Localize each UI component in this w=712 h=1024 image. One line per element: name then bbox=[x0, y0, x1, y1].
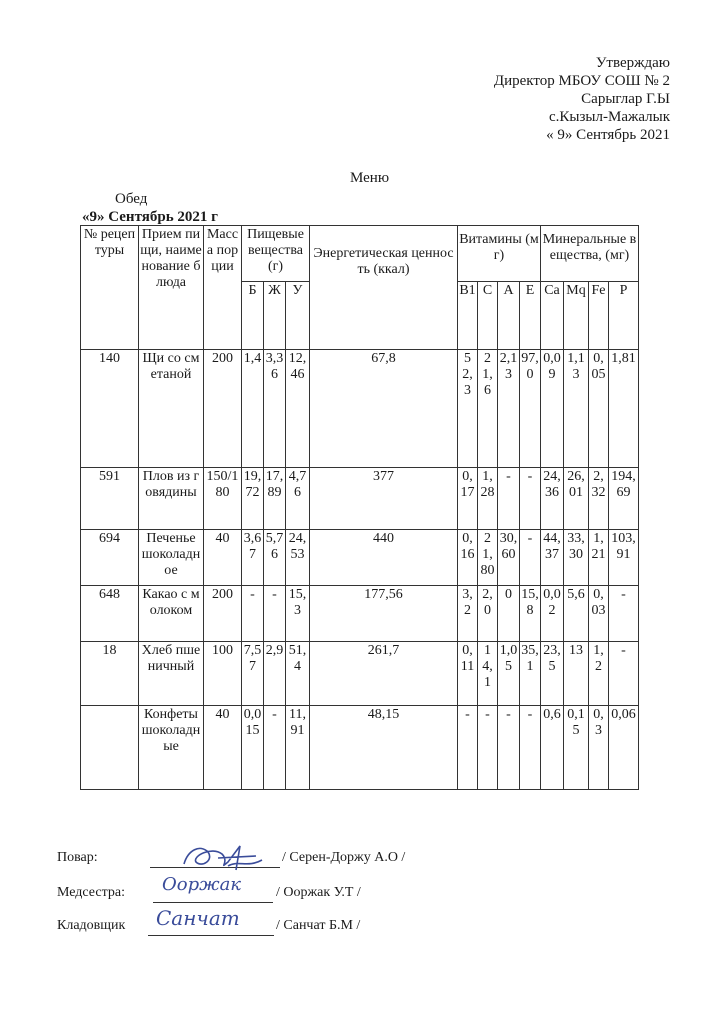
cell-zh: 2,9 bbox=[264, 642, 286, 706]
cell-recipe: 18 bbox=[81, 642, 139, 706]
storekeeper-name: / Санчат Б.М / bbox=[276, 918, 361, 933]
table-row bbox=[81, 350, 639, 468]
cell-mass: 200 bbox=[204, 586, 242, 642]
cell-c: 2,0 bbox=[478, 586, 498, 642]
cell-dish: Конфеты шоколадные bbox=[139, 706, 204, 790]
cell-ca: 0,6 bbox=[541, 706, 564, 790]
cell-u: 15,3 bbox=[286, 586, 310, 642]
header-mass: Масса порции bbox=[204, 226, 242, 350]
cell-e: - bbox=[520, 468, 541, 530]
header-p: Р bbox=[609, 282, 639, 350]
cell-zh: - bbox=[264, 586, 286, 642]
cell-dish: Плов из говядины bbox=[139, 468, 204, 530]
cell-u: 51,4 bbox=[286, 642, 310, 706]
cell-ca: 23,5 bbox=[541, 642, 564, 706]
header-zh: Ж bbox=[264, 282, 286, 350]
cell-energy: 377 bbox=[310, 468, 458, 530]
cell-b1: 0,16 bbox=[458, 530, 478, 586]
table-row bbox=[81, 530, 639, 586]
cell-mg: 5,6 bbox=[564, 586, 589, 642]
cell-fe: 0,03 bbox=[589, 586, 609, 642]
cell-fe: 2,32 bbox=[589, 468, 609, 530]
cell-p: - bbox=[609, 586, 639, 642]
approval-line-2: Директор МБОУ СОШ № 2 bbox=[493, 73, 670, 89]
cell-b: - bbox=[242, 586, 264, 642]
approval-line-5: « 9» Сентябрь 2021 bbox=[546, 127, 670, 143]
cell-fe: 0,05 bbox=[589, 350, 609, 468]
cell-e: - bbox=[520, 530, 541, 586]
cell-p: 194,69 bbox=[609, 468, 639, 530]
cook-signature-scribble bbox=[178, 840, 268, 874]
table-row bbox=[81, 706, 639, 790]
cell-c: 21,80 bbox=[478, 530, 498, 586]
cell-ca: 0,09 bbox=[541, 350, 564, 468]
cell-recipe: 648 bbox=[81, 586, 139, 642]
cell-recipe: 694 bbox=[81, 530, 139, 586]
meal-label: Обед bbox=[115, 191, 148, 207]
header-c: С bbox=[478, 282, 498, 350]
cell-ca: 24,36 bbox=[541, 468, 564, 530]
cell-dish: Печенье шоколадное bbox=[139, 530, 204, 586]
nurse-label: Медсестра: bbox=[57, 885, 125, 900]
cell-zh: - bbox=[264, 706, 286, 790]
header-b1: В1 bbox=[458, 282, 478, 350]
header-e: Е bbox=[520, 282, 541, 350]
storekeeper-signature-scribble: Санчат bbox=[156, 906, 240, 930]
header-minerals: Минеральные вещества, (мг) bbox=[541, 226, 639, 282]
cell-dish: Какао с молоком bbox=[139, 586, 204, 642]
header-recipe: № рецептуры bbox=[81, 226, 139, 350]
cell-a: - bbox=[498, 706, 520, 790]
cell-b: 3,67 bbox=[242, 530, 264, 586]
cell-mass: 100 bbox=[204, 642, 242, 706]
cell-mg: 13 bbox=[564, 642, 589, 706]
nurse-signature-scribble: Ооржак bbox=[162, 874, 242, 895]
cell-c: 1,28 bbox=[478, 468, 498, 530]
cell-zh: 17,89 bbox=[264, 468, 286, 530]
cell-b1: 0,17 bbox=[458, 468, 478, 530]
cell-dish: Щи со сметаной bbox=[139, 350, 204, 468]
table-row bbox=[81, 642, 639, 706]
cell-energy: 440 bbox=[310, 530, 458, 586]
storekeeper-label: Кладовщик bbox=[57, 918, 126, 933]
cell-recipe: 140 bbox=[81, 350, 139, 468]
cell-e: 15,8 bbox=[520, 586, 541, 642]
storekeeper-signature-line bbox=[148, 934, 274, 936]
cell-dish: Хлеб пшеничный bbox=[139, 642, 204, 706]
cell-p: 1,81 bbox=[609, 350, 639, 468]
header-dish: Прием пищи, наименование блюда bbox=[139, 226, 204, 350]
header-fe: Fe bbox=[589, 282, 609, 350]
cell-energy: 67,8 bbox=[310, 350, 458, 468]
cell-e: 97,0 bbox=[520, 350, 541, 468]
table-row bbox=[81, 586, 639, 642]
cell-fe: 1,2 bbox=[589, 642, 609, 706]
cell-mass: 40 bbox=[204, 530, 242, 586]
meal-date: «9» Сентябрь 2021 г bbox=[82, 209, 218, 225]
header-u: У bbox=[286, 282, 310, 350]
approval-line-1: Утверждаю bbox=[595, 55, 670, 71]
header-mg: Mq bbox=[564, 282, 589, 350]
cell-u: 24,53 bbox=[286, 530, 310, 586]
cell-zh: 3,36 bbox=[264, 350, 286, 468]
header-nutrients: Пищевые вещества (г) bbox=[242, 226, 310, 282]
cell-fe: 1,21 bbox=[589, 530, 609, 586]
cell-mg: 26,01 bbox=[564, 468, 589, 530]
cell-a: 2,13 bbox=[498, 350, 520, 468]
header-energy: Энергетическая ценность (ккал) bbox=[310, 226, 458, 350]
cell-p: - bbox=[609, 642, 639, 706]
cell-a: 30,60 bbox=[498, 530, 520, 586]
cell-b1: - bbox=[458, 706, 478, 790]
menu-table bbox=[80, 225, 639, 790]
cell-b: 1,4 bbox=[242, 350, 264, 468]
cell-c: 21,6 bbox=[478, 350, 498, 468]
cell-a: 1,05 bbox=[498, 642, 520, 706]
cell-p: 103,91 bbox=[609, 530, 639, 586]
cell-mass: 150/180 bbox=[204, 468, 242, 530]
cell-mg: 1,13 bbox=[564, 350, 589, 468]
cook-name: / Серен-Доржу А.О / bbox=[282, 850, 406, 865]
cell-a: - bbox=[498, 468, 520, 530]
cell-energy: 48,15 bbox=[310, 706, 458, 790]
header-a: А bbox=[498, 282, 520, 350]
cell-e: - bbox=[520, 706, 541, 790]
header-ca: Са bbox=[541, 282, 564, 350]
cell-a: 0 bbox=[498, 586, 520, 642]
cell-mass: 200 bbox=[204, 350, 242, 468]
cell-energy: 261,7 bbox=[310, 642, 458, 706]
cell-recipe bbox=[81, 706, 139, 790]
cell-mg: 33,30 bbox=[564, 530, 589, 586]
cell-b: 19,72 bbox=[242, 468, 264, 530]
cell-e: 35,1 bbox=[520, 642, 541, 706]
approval-block bbox=[370, 54, 670, 144]
menu-title: Меню bbox=[350, 170, 390, 186]
cell-b1: 52,3 bbox=[458, 350, 478, 468]
cell-ca: 0,02 bbox=[541, 586, 564, 642]
cell-b: 0,015 bbox=[242, 706, 264, 790]
cell-u: 4,76 bbox=[286, 468, 310, 530]
nurse-signature-line bbox=[153, 901, 273, 903]
cook-label: Повар: bbox=[57, 850, 98, 865]
cell-zh: 5,76 bbox=[264, 530, 286, 586]
table-row bbox=[81, 468, 639, 530]
cell-p: 0,06 bbox=[609, 706, 639, 790]
header-vitamins: Витамины (мг) bbox=[458, 226, 541, 282]
cell-recipe: 591 bbox=[81, 468, 139, 530]
approval-line-4: с.Кызыл-Мажалык bbox=[549, 109, 670, 125]
cell-mg: 0,15 bbox=[564, 706, 589, 790]
cell-u: 11,91 bbox=[286, 706, 310, 790]
nurse-name: / Ооржак У.Т / bbox=[276, 885, 361, 900]
cell-mass: 40 bbox=[204, 706, 242, 790]
header-b: Б bbox=[242, 282, 264, 350]
approval-line-3: Сарыглар Г.Ы bbox=[581, 91, 670, 107]
cell-c: - bbox=[478, 706, 498, 790]
cell-b: 7,57 bbox=[242, 642, 264, 706]
cell-energy: 177,56 bbox=[310, 586, 458, 642]
cell-b1: 0,11 bbox=[458, 642, 478, 706]
cell-c: 14,1 bbox=[478, 642, 498, 706]
cell-ca: 44,37 bbox=[541, 530, 564, 586]
cell-b1: 3,2 bbox=[458, 586, 478, 642]
cell-fe: 0,3 bbox=[589, 706, 609, 790]
cell-u: 12,46 bbox=[286, 350, 310, 468]
